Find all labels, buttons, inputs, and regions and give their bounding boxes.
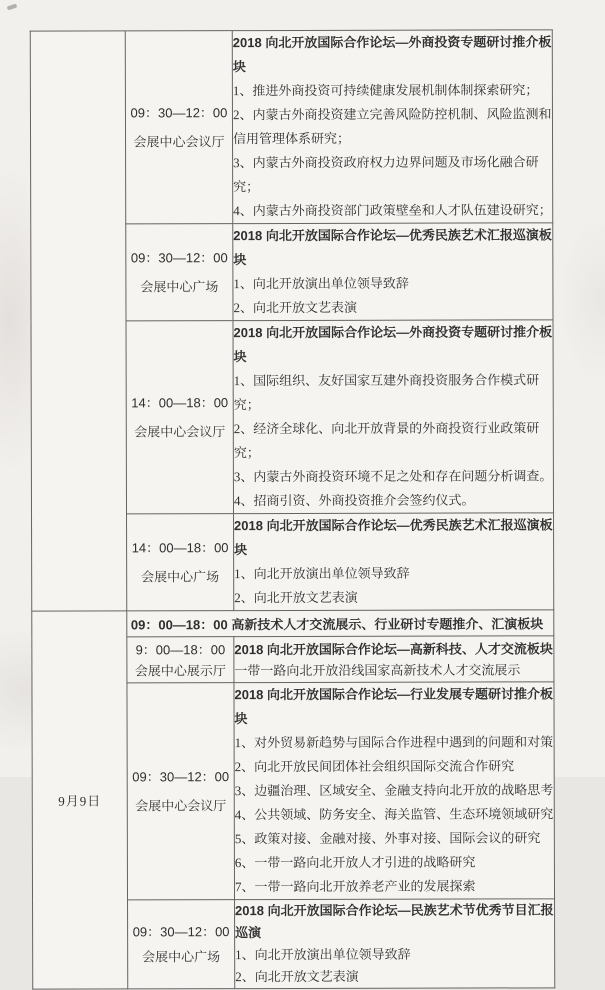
content-cell (234, 513, 554, 611)
session-title: 2018 向北开放国际合作论坛—高新科技、人才交流板块 (234, 640, 553, 657)
date-cell-empty (30, 31, 127, 611)
agenda-item: 2、向北开放文艺表演 (234, 589, 358, 606)
content-cell (234, 636, 554, 683)
agenda-item: 2、向北开放民间团体社会组织国际交流合作研究 (234, 758, 515, 775)
agenda-item: 1、向北开放演出单位领导致辞 (234, 565, 410, 582)
agenda-item: 4、公共领域、防务安全、海关监管、生态环境领域研究 (234, 806, 554, 823)
content-cell (233, 223, 553, 321)
agenda-item: 6、一带一路向北开放人才引进的战略研究 (234, 854, 476, 871)
session-venue: 会展中心会议厅 (133, 134, 225, 150)
session-time: 09：30—12：00 (130, 105, 228, 121)
agenda-item: 2、经济全球化、向北开放背景的外商投资行业政策研究； (233, 420, 540, 461)
agenda-item: 4、内蒙古外商投资部门政策壁垒和人才队伍建设研究； (233, 202, 552, 219)
agenda-item: 5、政策对接、金融对接、外事对接、国际会议的研究 (234, 830, 541, 847)
time-venue-cell (127, 637, 234, 683)
session-venue: 会展中心展示厅 (134, 662, 226, 678)
session-title: 2018 向北开放国际合作论坛—优秀民族艺术汇报巡演板块 (234, 517, 553, 558)
agenda-item: 1、向北开放演出单位领导致辞 (235, 946, 411, 963)
agenda-item: 7、一带一路向北开放养老产业的发展探索 (234, 878, 476, 895)
agenda-item: 1、向北开放演出单位领导致辞 (233, 275, 409, 292)
session-title: 2018 向北开放国际合作论坛—外商投资专题研讨推介板块 (232, 34, 552, 75)
time-venue-cell (127, 683, 235, 900)
time-venue-cell (126, 321, 234, 514)
session-time: 9：00—18：00 (135, 641, 226, 657)
agenda-item: 2、向北开放文艺表演 (233, 299, 358, 316)
scan-speck (7, 4, 18, 11)
agenda-item: 1、推进外商投资可持续健康发展机制体制探索研究； (232, 82, 539, 99)
session-time: 14：00—18：00 (131, 395, 229, 411)
agenda-item: 3、内蒙古外商投资政府权力边界问题及市场化融合研究； (233, 154, 539, 195)
time-venue-cell (127, 514, 234, 611)
time-venue-cell (126, 224, 233, 321)
content-cell (233, 320, 554, 514)
table-row (32, 610, 554, 637)
table-row (30, 30, 553, 224)
agenda-item: 2、向北开放文艺表演 (235, 968, 359, 985)
banner-cell (127, 610, 554, 637)
date-cell: 9月9日 (32, 611, 128, 989)
banner-title: 高新技术人才交流展示、行业研讨专题推介、汇演板块 (231, 616, 544, 633)
agenda-item: 4、招商引资、外商投资推介会签约仪式。 (233, 492, 475, 509)
time-venue-cell (125, 31, 233, 224)
session-time: 09：30—12：00 (132, 924, 230, 940)
agenda-item: 1、国际组织、友好国家互建外商投资服务合作模式研究； (233, 372, 540, 413)
session-title: 2018 向北开放国际合作论坛—民族艺术节优秀节目汇报巡演 (235, 902, 554, 941)
content-cell (234, 682, 555, 900)
session-title: 2018 向北开放国际合作论坛—优秀民族艺术汇报巡演板块 (233, 227, 552, 268)
session-title: 2018 向北开放国际合作论坛—外商投资专题研讨推介板块 (233, 324, 553, 365)
session-venue: 会展中心会议厅 (135, 798, 227, 814)
agenda-item: 2、内蒙古外商投资建立完善风险防控机制、风险监测和信用管理体系研究； (232, 106, 552, 147)
agenda-item: 3、内蒙古外商投资环境不足之处和存在问题分析调查。 (233, 468, 553, 485)
session-time: 14：00—18：00 (131, 540, 229, 556)
session-title: 2018 向北开放国际合作论坛—行业发展专题研讨推介板块 (234, 686, 554, 727)
session-venue: 会展中心广场 (142, 949, 221, 965)
session-venue: 会展中心广场 (140, 279, 219, 295)
session-venue: 会展中心广场 (141, 569, 220, 585)
agenda-item: 3、边疆治理、区域安全、金融支持向北开放的战略思考 (234, 782, 554, 799)
content-cell (232, 30, 553, 224)
agenda-item: 一带一路向北开放沿线国家高新技术人才交流展示 (234, 661, 521, 678)
content-cell (235, 899, 555, 989)
banner-time: 09：00—18：00 (130, 617, 228, 633)
session-venue: 会展中心会议厅 (134, 424, 226, 440)
time-venue-cell (128, 900, 235, 989)
schedule-table (30, 29, 556, 989)
agenda-item: 1、对外贸易新趋势与国际合作进程中遇到的问题和对策 (234, 734, 554, 751)
session-time: 09：30—12：00 (132, 769, 230, 785)
session-time: 09：30—12：00 (130, 250, 228, 266)
